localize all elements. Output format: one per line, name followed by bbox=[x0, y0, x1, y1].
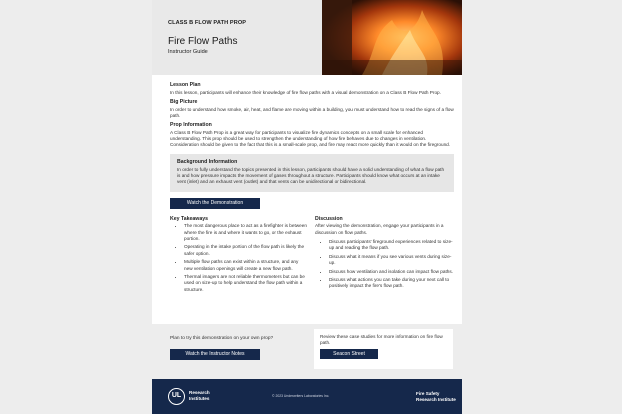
fsri-logo bbox=[416, 391, 456, 402]
discussion-heading: Discussion bbox=[315, 215, 343, 222]
seacon-street-button[interactable]: Seacon Street bbox=[320, 349, 378, 359]
list-item: • Multiple flow paths can exist within a structure, and any new ventilation openings will create a new flow path. bbox=[184, 259, 308, 271]
org-line-1: Research bbox=[189, 390, 210, 395]
content bbox=[170, 82, 454, 312]
list-item: • Thermal imagers are not reliable thermometers but can be used on size-up to help understand the flow path within a structure. bbox=[184, 274, 308, 293]
list-item: • Discuss participants' fireground experiences related to size-up and reading the flow path. bbox=[329, 239, 454, 251]
discussion-list bbox=[315, 239, 454, 290]
discussion-intro: After viewing the demonstration, engage your participants in a discussion on flow paths. bbox=[315, 223, 444, 235]
copyright: © 2023 Underwriters Laboratories Inc. bbox=[272, 394, 330, 398]
fsri-line-1: Fire Safety bbox=[416, 391, 440, 396]
ul-research-institutes bbox=[189, 390, 210, 401]
key-takeaways bbox=[170, 216, 308, 296]
list-item: • The most dangerous place to act as a firefighter is between where the fire is and where it wants to go, or the exhaust portion. bbox=[184, 223, 308, 242]
list-item: • Operating in the intake portion of the flow path is likely the safer option. bbox=[184, 244, 308, 256]
header bbox=[152, 0, 462, 75]
kicker: CLASS B FLOW PATH PROP bbox=[168, 20, 247, 26]
document-page bbox=[152, 0, 462, 414]
page-body bbox=[152, 0, 462, 324]
list-item: • Discuss what it means if you see various vents during size-up. bbox=[329, 254, 454, 266]
page-subtitle: Instructor Guide bbox=[168, 49, 208, 55]
page-title: Fire Flow Paths bbox=[168, 36, 238, 47]
background-info-box bbox=[170, 154, 454, 191]
footer bbox=[152, 379, 462, 414]
plan-section bbox=[170, 336, 310, 360]
prop-info-heading: Prop Information bbox=[170, 122, 212, 129]
big-picture-text: In order to understand how smoke, air, heat, and flame are moving within a building, you must understand how to read the signs of a flow path. bbox=[170, 106, 454, 118]
background-heading: Background Information bbox=[177, 159, 238, 166]
watch-demonstration-button[interactable]: Watch the Demonstration bbox=[170, 198, 260, 209]
case-studies-text: Review these case studies for more information on fire flow path. bbox=[320, 334, 443, 345]
discussion bbox=[315, 216, 454, 293]
key-takeaways-heading: Key Takeaways bbox=[170, 215, 208, 222]
big-picture-heading: Big Picture bbox=[170, 98, 198, 105]
ul-logo-icon: UL bbox=[168, 388, 185, 405]
background-text: In order to fully understand the topics presented in this lesson, participants should have a solid understanding of what a flow path is and how pressure impacts the movement of gases throughout a structure. Participants should know what occurs at an intake vent (inlet) and an exhaust vent (outlet) and that vents can be unidirectional or bidirectional. bbox=[177, 167, 445, 185]
plan-text: Plan to try this demonstration on your own prop? bbox=[170, 336, 274, 341]
prop-info-text: A Class B Flow Path Prop is a great way for participants to visualize fire dynamics concepts on a small scale for enhanced understanding. This prop should be used to strengthen the understanding of how fire behaves due to changes in ventilation. Consideration should be given to the fact that this is a small-scale prop, and fire may react more quickly than it would on the fireground. bbox=[170, 129, 451, 148]
list-item: • Discuss how ventilation and isolation can impact flow paths. bbox=[329, 269, 454, 275]
org-line-2: Institutes bbox=[189, 395, 210, 401]
case-studies-box bbox=[314, 329, 453, 369]
list-item: • Discuss what actions you can take during your next call to positively impact the fire's flow path. bbox=[329, 277, 454, 289]
lesson-plan-heading: Lesson Plan bbox=[170, 82, 201, 88]
fsri-line-2: Research Institute bbox=[416, 396, 456, 402]
watch-instructor-notes-button[interactable]: Watch the Instructor Notes bbox=[170, 349, 260, 360]
fire-photo bbox=[322, 0, 462, 75]
key-takeaways-list bbox=[170, 223, 308, 293]
lesson-plan-text: In this lesson, participants will enhance their knowledge of fire flow paths with a visual demonstration on a Class B Flow Path Prop. bbox=[170, 89, 441, 95]
two-columns bbox=[170, 216, 454, 312]
